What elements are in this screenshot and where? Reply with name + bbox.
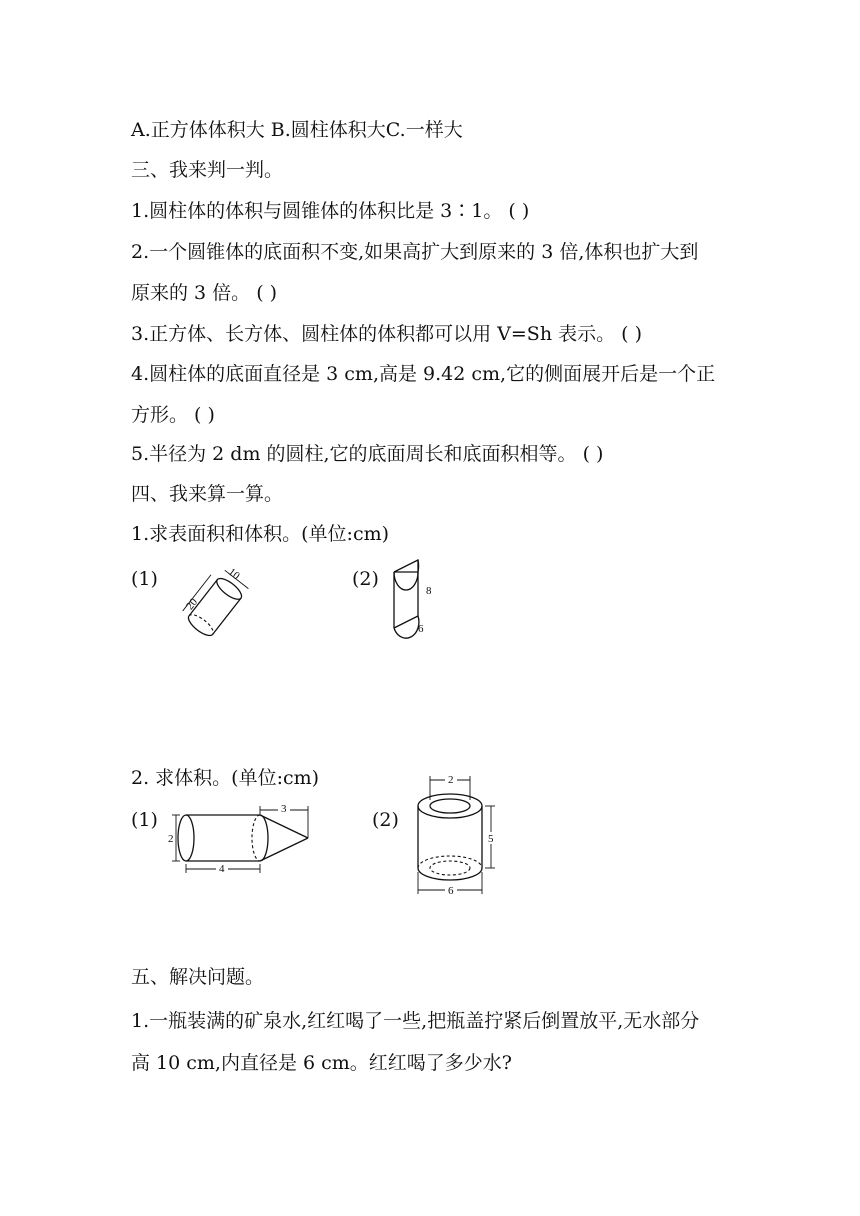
calc-2-figure-2-label: (2) (372, 809, 399, 831)
half-cylinder-height-label: 8 (426, 585, 432, 597)
judge-question-2-line2: 原来的 3 倍。 ( ) (131, 282, 278, 304)
section-5-title: 五、解决问题。 (131, 966, 265, 988)
cone-length-label: 3 (281, 803, 287, 815)
problem-1-line1: 1.一瓶装满的矿泉水,红红喝了一些,把瓶盖拧紧后倒置放平,无水部分 (131, 1010, 700, 1032)
section-4-title: 四、我来算一算。 (131, 483, 284, 505)
tilted-cylinder-diagram (170, 562, 260, 652)
judge-question-3: 3.正方体、长方体、圆柱体的体积都可以用 V=Sh 表示。 ( ) (131, 323, 643, 345)
cylinder-cone-diagram (160, 800, 320, 875)
cylinder-length-label: 4 (219, 863, 225, 875)
section-3-title: 三、我来判一判。 (131, 159, 284, 181)
tube-outer-diameter-label: 6 (448, 885, 454, 897)
cylinder-length-label: 20 (183, 596, 201, 613)
choice-options: A.正方体体积大 B.圆柱体积大C.一样大 (131, 119, 463, 141)
problem-1-line2: 高 10 cm,内直径是 6 cm。红红喝了多少水? (131, 1052, 512, 1074)
calc-1-figure-2-label: (2) (352, 568, 379, 590)
half-cylinder-diagram (388, 558, 448, 640)
tube-inner-diameter-label: 2 (448, 774, 454, 786)
calc-1-title: 1.求表面积和体积。(单位:cm) (131, 523, 390, 545)
cylinder-diameter-label: 10 (225, 566, 242, 583)
calc-1-figure-1-label: (1) (131, 568, 158, 590)
tube-height-label: 5 (488, 833, 494, 845)
hollow-tube-diagram (405, 772, 505, 902)
judge-question-5: 5.半径为 2 dm 的圆柱,它的底面周长和底面积相等。 ( ) (131, 443, 604, 465)
judge-question-2-line1: 2.一个圆锥体的底面积不变,如果高扩大到原来的 3 倍,体积也扩大到 (131, 241, 699, 263)
calc-2-title: 2. 求体积。(单位:cm) (131, 767, 320, 789)
calc-2-figure-1-label: (1) (131, 809, 158, 831)
judge-question-4-line1: 4.圆柱体的底面直径是 3 cm,高是 9.42 cm,它的侧面展开后是一个正 (131, 363, 716, 385)
cylinder-diameter-label: 2 (168, 833, 174, 845)
judge-question-1: 1.圆柱体的体积与圆锥体的体积比是 3∶1。 ( ) (131, 200, 530, 222)
judge-question-4-line2: 方形。 ( ) (131, 404, 215, 426)
half-cylinder-diameter-label: 6 (418, 623, 424, 635)
